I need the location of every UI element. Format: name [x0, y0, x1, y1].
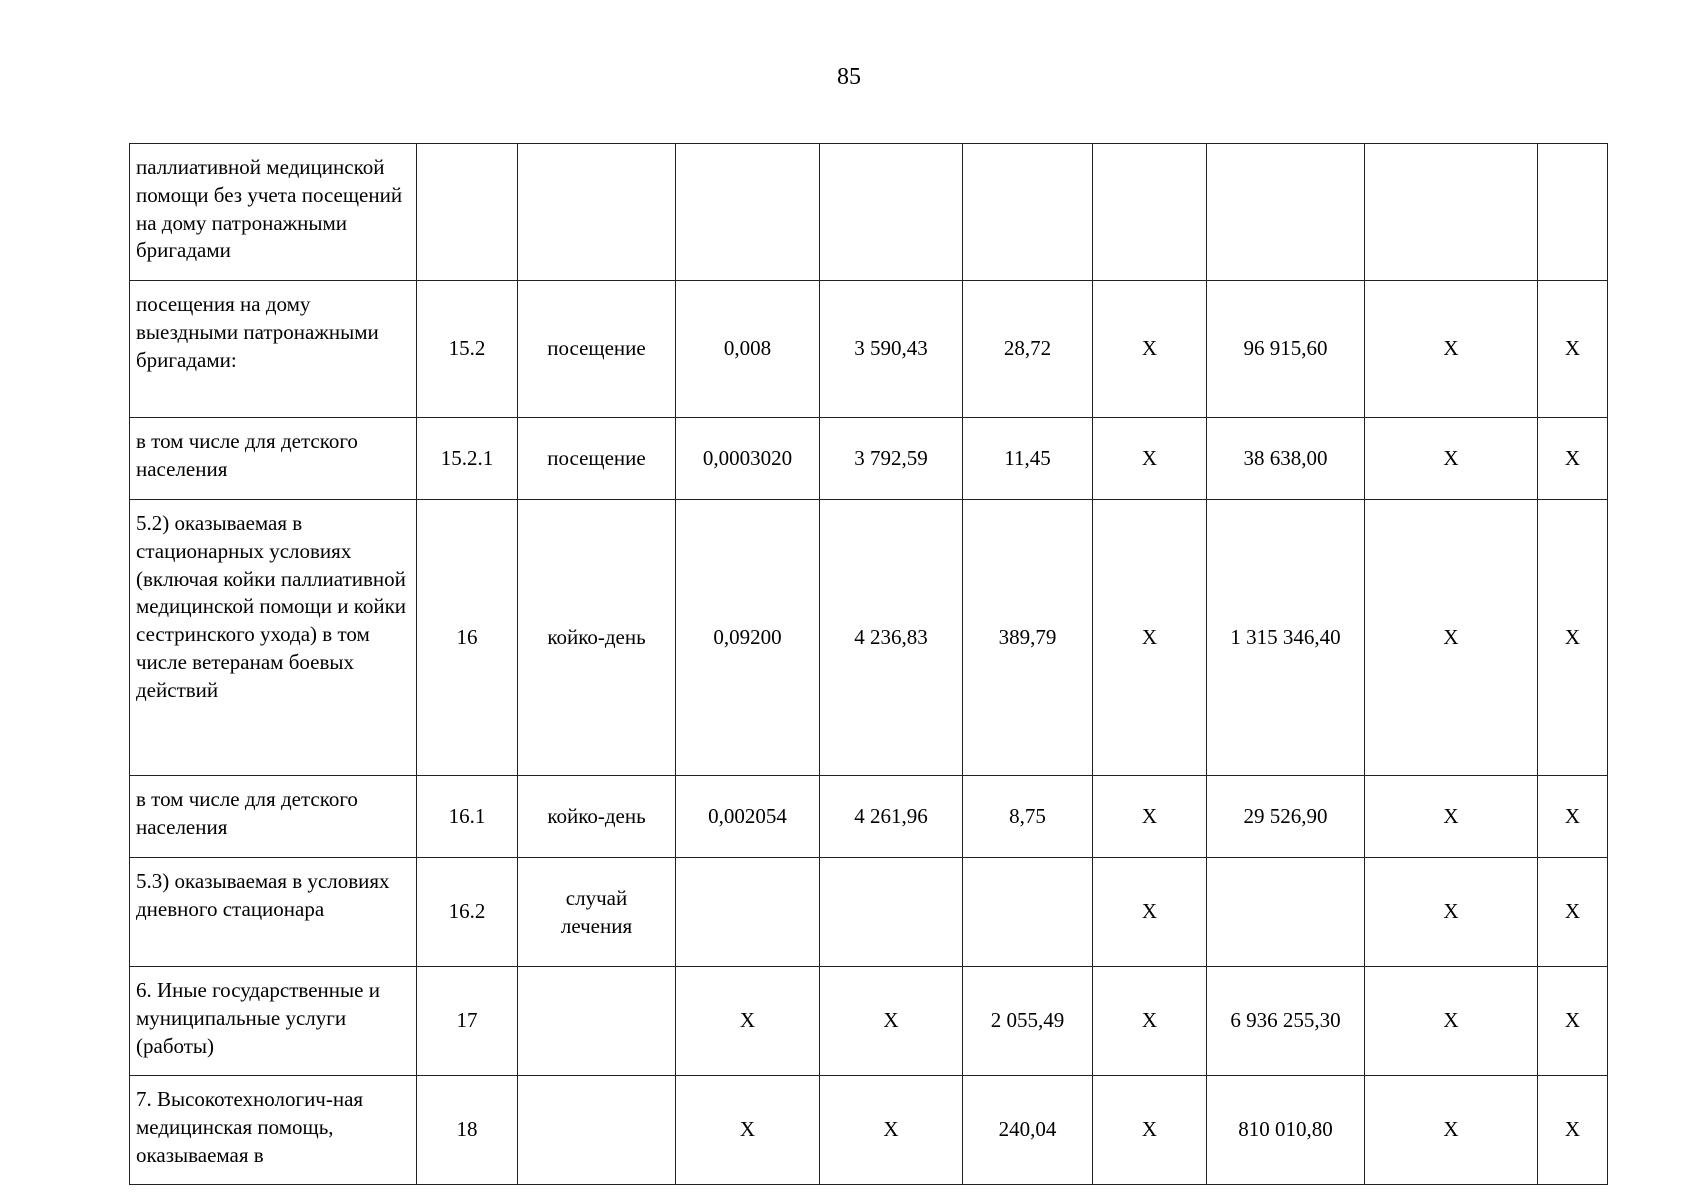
per-capita-cell: 28,72 [963, 281, 1093, 418]
row-description: в том числе для детского населения [130, 776, 417, 858]
unit-cell [518, 967, 676, 1076]
per-capita-cell: 2 055,49 [963, 967, 1093, 1076]
col7-cell [1093, 144, 1207, 281]
col7-cell: X [1093, 858, 1207, 967]
col10-cell: X [1538, 967, 1608, 1076]
per-capita-cell [963, 858, 1093, 967]
total-cell [1207, 144, 1365, 281]
table-row [130, 281, 1608, 418]
row-number: 16 [417, 500, 518, 776]
col9-cell: X [1365, 1076, 1538, 1185]
row-description: в том числе для детского населения [130, 418, 417, 500]
col10-cell: X [1538, 500, 1608, 776]
norm-volume-cell: 0,002054 [676, 776, 820, 858]
table-row [130, 500, 1608, 776]
cost-per-unit-cell: 4 261,96 [820, 776, 963, 858]
per-capita-cell: 389,79 [963, 500, 1093, 776]
table-row [130, 144, 1608, 281]
norm-volume-cell: 0,09200 [676, 500, 820, 776]
table-row [130, 858, 1608, 967]
col9-cell: X [1365, 858, 1538, 967]
col7-cell: X [1093, 1076, 1207, 1185]
col7-cell: X [1093, 967, 1207, 1076]
cost-per-unit-cell [820, 144, 963, 281]
unit-label: случай лечения [560, 885, 633, 938]
col7-cell: X [1093, 500, 1207, 776]
norm-volume-cell: 0,008 [676, 281, 820, 418]
norm-volume-cell [676, 858, 820, 967]
total-cell: 6 936 255,30 [1207, 967, 1365, 1076]
data-table [129, 143, 1608, 1185]
table-row [130, 776, 1608, 858]
total-cell: 1 315 346,40 [1207, 500, 1365, 776]
norm-volume-cell: X [676, 1076, 820, 1185]
per-capita-cell [963, 144, 1093, 281]
total-cell: 810 010,80 [1207, 1076, 1365, 1185]
cost-per-unit-cell: X [820, 967, 963, 1076]
row-number: 15.2 [417, 281, 518, 418]
col9-cell: X [1365, 281, 1538, 418]
row-number: 17 [417, 967, 518, 1076]
col9-cell: X [1365, 967, 1538, 1076]
page-number: 85 [837, 64, 861, 90]
row-description: 5.3) оказываемая в условиях дневного стационара [130, 858, 417, 967]
unit-cell [518, 858, 676, 967]
table-row [130, 1076, 1608, 1185]
row-number: 16.2 [417, 858, 518, 967]
col10-cell: X [1538, 858, 1608, 967]
per-capita-cell: 240,04 [963, 1076, 1093, 1185]
row-description: посещения на дому выездными патронажными бригадами: [130, 281, 417, 418]
unit-cell [518, 144, 676, 281]
col10-cell [1538, 144, 1608, 281]
total-cell [1207, 858, 1365, 967]
table-row [130, 967, 1608, 1076]
cost-per-unit-cell: 4 236,83 [820, 500, 963, 776]
total-cell: 96 915,60 [1207, 281, 1365, 418]
per-capita-cell: 8,75 [963, 776, 1093, 858]
row-description: 6. Иные государственные и муниципальные услуги (работы) [130, 967, 417, 1076]
row-number: 18 [417, 1076, 518, 1185]
col9-cell [1365, 144, 1538, 281]
row-number: 16.1 [417, 776, 518, 858]
unit-cell: койко-день [518, 776, 676, 858]
total-cell: 29 526,90 [1207, 776, 1365, 858]
total-cell: 38 638,00 [1207, 418, 1365, 500]
cost-per-unit-cell: 3 792,59 [820, 418, 963, 500]
unit-cell: посещение [518, 281, 676, 418]
row-description: 7. Высокотехнологич-ная медицинская помощь, оказываемая в [130, 1076, 417, 1185]
unit-cell: койко-день [518, 500, 676, 776]
norm-volume-cell: X [676, 967, 820, 1076]
col7-cell: X [1093, 776, 1207, 858]
cost-per-unit-cell [820, 858, 963, 967]
row-number: 15.2.1 [417, 418, 518, 500]
cost-per-unit-cell: 3 590,43 [820, 281, 963, 418]
col7-cell: X [1093, 418, 1207, 500]
row-number [417, 144, 518, 281]
col7-cell: X [1093, 281, 1207, 418]
unit-cell [518, 1076, 676, 1185]
col9-cell: X [1365, 776, 1538, 858]
col10-cell: X [1538, 776, 1608, 858]
col9-cell: X [1365, 418, 1538, 500]
table-row [130, 418, 1608, 500]
cost-per-unit-cell: X [820, 1076, 963, 1185]
unit-cell: посещение [518, 418, 676, 500]
per-capita-cell: 11,45 [963, 418, 1093, 500]
norm-volume-cell: 0,0003020 [676, 418, 820, 500]
col10-cell: X [1538, 418, 1608, 500]
row-description: 5.2) оказываемая в стационарных условиях (включая койки паллиативной медицинской помощи и койки сестринского ухода) в том числе ветеранам боевых действий [130, 500, 417, 776]
row-description: паллиативной медицинской помощи без учета посещений на дому патронажными бригадами [130, 144, 417, 281]
col10-cell: X [1538, 281, 1608, 418]
norm-volume-cell [676, 144, 820, 281]
col9-cell: X [1365, 500, 1538, 776]
col10-cell: X [1538, 1076, 1608, 1185]
